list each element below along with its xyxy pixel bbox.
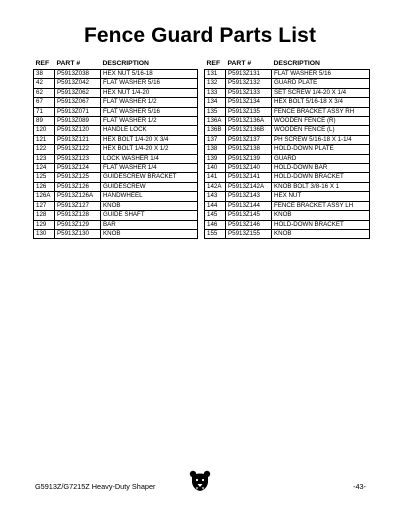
- table-row: [205, 201, 370, 210]
- cell-ref: 121: [34, 135, 55, 144]
- cell-ref: 140: [205, 164, 226, 173]
- cell-part-number: P5913Z042: [55, 79, 101, 88]
- cell-description: LOCK WASHER 1/4: [101, 154, 198, 163]
- footer-model-name: G5913Z/G7215Z Heavy-Duty Shaper: [35, 482, 156, 491]
- cell-ref: 67: [34, 98, 55, 107]
- cell-ref: 143: [205, 192, 226, 201]
- cell-ref: 62: [34, 88, 55, 97]
- cell-part-number: P5913Z124: [55, 164, 101, 173]
- table-row: [205, 88, 370, 97]
- cell-ref: 136A: [205, 117, 226, 126]
- header-ref: REF: [35, 59, 50, 67]
- table-row: [34, 211, 198, 220]
- cell-ref: 139: [205, 154, 226, 163]
- table-row: [205, 70, 370, 79]
- header-part: PART #: [56, 59, 81, 67]
- cell-description: SET SCREW 1/4-20 X 1/4: [272, 88, 370, 97]
- cell-description: HEX BOLT 1/4-20 X 1/2: [101, 145, 198, 154]
- cell-part-number: P5913Z145: [226, 211, 272, 220]
- cell-part-number: P5913Z131: [226, 70, 272, 79]
- table-row: [34, 70, 198, 79]
- cell-part-number: P5913Z142A: [226, 182, 272, 191]
- cell-ref: 155: [205, 229, 226, 238]
- cell-ref: 144: [205, 201, 226, 210]
- table-row: [205, 154, 370, 163]
- cell-description: GUIDESCREW BRACKET: [101, 173, 198, 182]
- header-description: DESCRIPTION: [102, 59, 149, 67]
- table-row: [205, 145, 370, 154]
- cell-description: HEX NUT: [272, 192, 370, 201]
- cell-ref: 129: [34, 220, 55, 229]
- cell-ref: 120: [34, 126, 55, 135]
- cell-ref: 71: [34, 107, 55, 116]
- cell-description: KNOB: [272, 211, 370, 220]
- cell-ref: 42: [34, 79, 55, 88]
- cell-ref: 135: [205, 107, 226, 116]
- cell-part-number: P5913Z136B: [226, 126, 272, 135]
- cell-part-number: P5913Z130: [55, 229, 101, 238]
- cell-part-number: P5913Z141: [226, 173, 272, 182]
- cell-description: HEX BOLT 1/4-20 X 3/4: [101, 135, 198, 144]
- cell-description: HANDLE LOCK: [101, 126, 198, 135]
- table-row: [205, 192, 370, 201]
- cell-part-number: P5913Z140: [226, 164, 272, 173]
- table-row: [34, 98, 198, 107]
- cell-part-number: P5913Z155: [226, 229, 272, 238]
- cell-part-number: P5913Z062: [55, 88, 101, 97]
- cell-part-number: P5913Z135: [226, 107, 272, 116]
- cell-part-number: P5913Z089: [55, 117, 101, 126]
- cell-part-number: P5913Z143: [226, 192, 272, 201]
- cell-description: FLAT WASHER 1/2: [101, 117, 198, 126]
- cell-part-number: P5913Z144: [226, 201, 272, 210]
- cell-description: FLAT WASHER 1/2: [101, 98, 198, 107]
- cell-part-number: P5913Z126A: [55, 192, 101, 201]
- cell-ref: 89: [34, 117, 55, 126]
- cell-part-number: P5913Z133: [226, 88, 272, 97]
- cell-description: FLAT WASHER 5/16: [101, 107, 198, 116]
- cell-ref: 138: [205, 145, 226, 154]
- cell-part-number: P5913Z128: [55, 211, 101, 220]
- cell-description: GUARD: [272, 154, 370, 163]
- cell-ref: 146: [205, 220, 226, 229]
- header-description: DESCRIPTION: [273, 59, 320, 67]
- cell-part-number: P5913Z134: [226, 98, 272, 107]
- cell-description: PH SCREW 5/16-18 X 1-1/4: [272, 135, 370, 144]
- cell-ref: 128: [34, 211, 55, 220]
- table-row: [205, 220, 370, 229]
- cell-description: KNOB BOLT 3/8-16 X 1: [272, 182, 370, 191]
- cell-description: WOODEN FENCE (L): [272, 126, 370, 135]
- cell-ref: 133: [205, 88, 226, 97]
- table-row: [34, 164, 198, 173]
- cell-description: GUIDE SHAFT: [101, 211, 198, 220]
- cell-description: HOLD-DOWN PLATE: [272, 145, 370, 154]
- header-ref: REF: [206, 59, 221, 67]
- table-row: [34, 173, 198, 182]
- page-number: -43-: [353, 482, 366, 491]
- table-row: [205, 173, 370, 182]
- table-row: [34, 201, 198, 210]
- table-header-row: [34, 58, 198, 70]
- cell-description: KNOB: [272, 229, 370, 238]
- cell-ref: 136B: [205, 126, 226, 135]
- table-header-row: [205, 58, 370, 70]
- cell-part-number: P5913Z127: [55, 201, 101, 210]
- cell-ref: 134: [205, 98, 226, 107]
- parts-table-right: [204, 58, 370, 239]
- cell-part-number: P5913Z122: [55, 145, 101, 154]
- cell-description: FENCE BRACKET ASSY LH: [272, 201, 370, 210]
- cell-description: HEX NUT 1/4-20: [101, 88, 198, 97]
- cell-part-number: P5913Z146: [226, 220, 272, 229]
- table-row: [205, 79, 370, 88]
- cell-part-number: P5913Z121: [55, 135, 101, 144]
- cell-description: HEX NUT 5/16-18: [101, 70, 198, 79]
- cell-part-number: P5913Z123: [55, 154, 101, 163]
- cell-ref: 126A: [34, 192, 55, 201]
- cell-description: FENCE BRACKET ASSY RH: [272, 107, 370, 116]
- cell-description: FLAT WASHER 1/4: [101, 164, 198, 173]
- table-row: [205, 182, 370, 191]
- table-row: [34, 126, 198, 135]
- cell-ref: 123: [34, 154, 55, 163]
- cell-description: HOLD-DOWN BRACKET: [272, 220, 370, 229]
- cell-part-number: P5913Z038: [55, 70, 101, 79]
- table-row: [34, 154, 198, 163]
- cell-part-number: P5913Z138: [226, 145, 272, 154]
- cell-ref: 127: [34, 201, 55, 210]
- cell-description: GUIDESCREW: [101, 182, 198, 191]
- parts-table-left-body: [34, 70, 198, 239]
- table-row: [205, 98, 370, 107]
- cell-part-number: P5913Z071: [55, 107, 101, 116]
- table-row: [34, 88, 198, 97]
- table-row: [34, 135, 198, 144]
- table-row: [34, 182, 198, 191]
- cell-part-number: P5913Z126: [55, 182, 101, 191]
- parts-table-left: [33, 58, 198, 239]
- header-part: PART #: [227, 59, 252, 67]
- parts-table-right-body: [205, 70, 370, 239]
- cell-ref: 131: [205, 70, 226, 79]
- table-row: [34, 229, 198, 238]
- cell-part-number: P5913Z137: [226, 135, 272, 144]
- cell-ref: 125: [34, 173, 55, 182]
- table-row: [34, 79, 198, 88]
- bear-head-logo-icon: [189, 470, 211, 492]
- cell-ref: 142A: [205, 182, 226, 191]
- cell-ref: 145: [205, 211, 226, 220]
- table-row: [205, 107, 370, 116]
- cell-description: HANDWHEEL: [101, 192, 198, 201]
- cell-description: HEX BOLT 5/16-18 X 3/4: [272, 98, 370, 107]
- cell-description: WOODEN FENCE (R): [272, 117, 370, 126]
- cell-ref: 132: [205, 79, 226, 88]
- table-row: [34, 117, 198, 126]
- cell-ref: 38: [34, 70, 55, 79]
- cell-ref: 137: [205, 135, 226, 144]
- cell-ref: 124: [34, 164, 55, 173]
- cell-part-number: P5913Z129: [55, 220, 101, 229]
- table-row: [205, 211, 370, 220]
- cell-description: FLAT WASHER 5/16: [101, 79, 198, 88]
- cell-description: BAR: [101, 220, 198, 229]
- table-row: [34, 220, 198, 229]
- cell-description: KNOB: [101, 201, 198, 210]
- cell-description: FLAT WASHER 5/16: [272, 70, 370, 79]
- table-row: [205, 135, 370, 144]
- table-row: [34, 192, 198, 201]
- cell-description: GUARD PLATE: [272, 79, 370, 88]
- cell-description: KNOB: [101, 229, 198, 238]
- cell-description: HOLD-DOWN BAR: [272, 164, 370, 173]
- table-row: [205, 117, 370, 126]
- table-row: [205, 229, 370, 238]
- table-row: [205, 164, 370, 173]
- cell-part-number: P5913Z139: [226, 154, 272, 163]
- cell-part-number: P5913Z067: [55, 98, 101, 107]
- cell-ref: 130: [34, 229, 55, 238]
- cell-part-number: P5913Z125: [55, 173, 101, 182]
- cell-ref: 122: [34, 145, 55, 154]
- cell-ref: 126: [34, 182, 55, 191]
- cell-part-number: P5913Z120: [55, 126, 101, 135]
- cell-ref: 141: [205, 173, 226, 182]
- table-row: [34, 107, 198, 116]
- cell-part-number: P5913Z132: [226, 79, 272, 88]
- cell-part-number: P5913Z136A: [226, 117, 272, 126]
- page-title: Fence Guard Parts List: [83, 24, 317, 47]
- cell-description: HOLD-DOWN BRACKET: [272, 173, 370, 182]
- table-row: [205, 126, 370, 135]
- table-row: [34, 145, 198, 154]
